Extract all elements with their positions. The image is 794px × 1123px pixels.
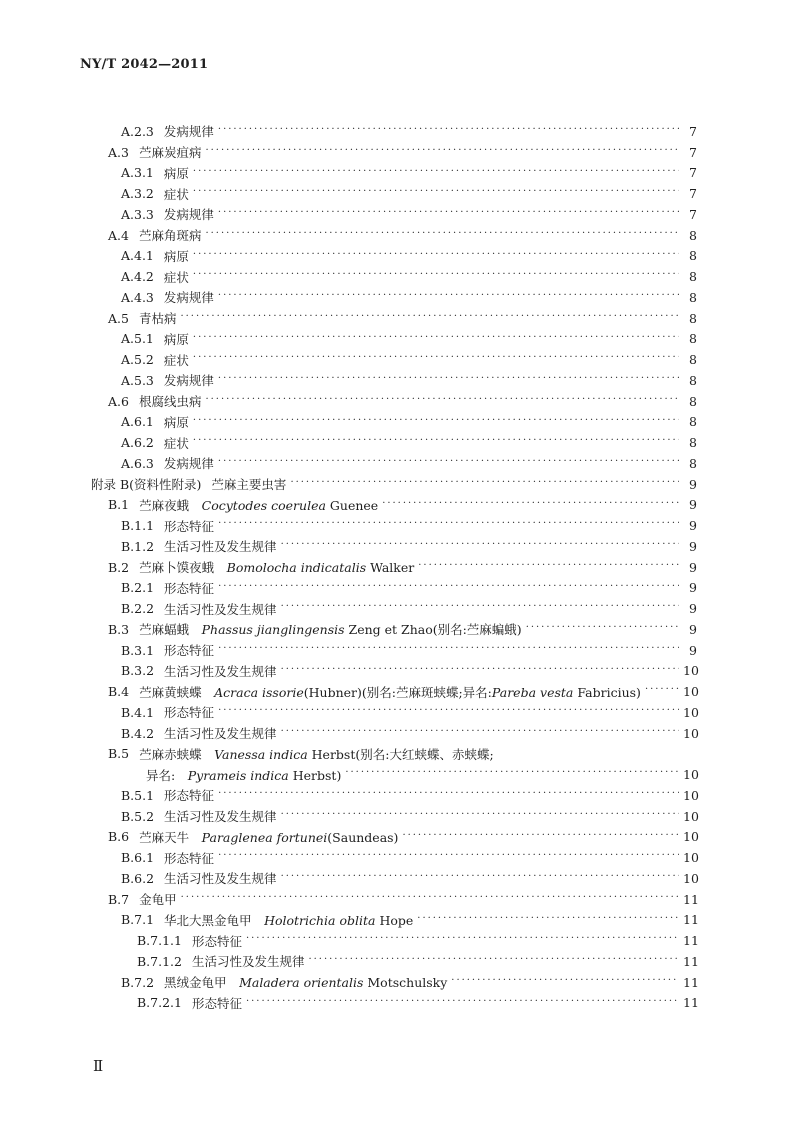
toc-entry-number: B.1.1 xyxy=(121,518,155,534)
toc-entry[interactable] xyxy=(0,287,794,308)
toc-entry-page: 8 xyxy=(689,289,697,305)
toc-entry-title-text: 苎麻主要虫害 xyxy=(211,477,287,493)
toc-entry-title xyxy=(139,392,202,410)
toc-entry[interactable] xyxy=(0,910,794,931)
toc-entry-page: 8 xyxy=(689,414,697,430)
toc-entry[interactable] xyxy=(0,598,794,619)
toc-entry-title-text: 发病规律 xyxy=(163,124,214,140)
toc-entry-title-text: 发病规律 xyxy=(163,207,214,223)
toc-entry-number: B.7.1.1 xyxy=(137,933,182,949)
toc-entry-page: 10 xyxy=(683,829,699,845)
toc-entry-title-text: 苎麻卜馍夜蛾 xyxy=(139,560,215,576)
toc-entry-number: A.3.3 xyxy=(121,206,154,222)
toc-entry[interactable] xyxy=(0,972,794,993)
toc-leader-dots xyxy=(218,582,679,595)
toc-entry[interactable] xyxy=(0,578,794,599)
toc-entry-title-text: 生活习性及发生规律 xyxy=(164,809,277,825)
toc-entry[interactable] xyxy=(0,557,794,578)
toc-leader-dots xyxy=(218,789,679,802)
toc-entry-title-text: 苎麻赤蛱蝶 xyxy=(139,746,202,762)
toc-entry-number: B.6.2 xyxy=(121,870,155,886)
toc-entry[interactable] xyxy=(0,619,794,640)
toc-entry-title xyxy=(211,475,286,493)
toc-entry-page: 7 xyxy=(689,186,697,202)
toc-entry-page: 10 xyxy=(683,725,699,741)
toc-leader-dots xyxy=(246,934,679,947)
toc-entry-number: B.7.2.1 xyxy=(137,995,182,1011)
toc-entry-title xyxy=(164,600,277,618)
toc-entry-latin-name: Acraca issorie xyxy=(214,684,304,700)
toc-leader-dots xyxy=(205,229,679,242)
toc-entry-author-synonym: Fabricius) xyxy=(573,684,641,700)
toc-leader-dots xyxy=(281,602,679,615)
toc-leader-dots xyxy=(218,457,679,470)
toc-entry[interactable] xyxy=(0,266,794,287)
toc-leader-dots xyxy=(281,665,679,678)
toc-entry-number: A.4 xyxy=(108,227,129,243)
toc-entry-number: A.2.3 xyxy=(121,123,154,139)
toc-entry-number: B.5.2 xyxy=(121,808,155,824)
toc-entry-latin-name: Phassus jianglingensis xyxy=(201,622,345,638)
toc-entry-number: B.7.1 xyxy=(121,912,155,928)
toc-entry-title-text: 黑绒金龟甲 xyxy=(164,975,227,991)
toc-leader-dots xyxy=(281,810,679,823)
toc-entry-number: B.2.1 xyxy=(121,580,155,596)
toc-entry-title xyxy=(164,268,189,286)
toc-leader-dots xyxy=(193,167,679,180)
toc-entry-latin-name: Vanessa indica xyxy=(214,746,308,762)
toc-entry-title xyxy=(164,371,214,389)
toc-entry-page: 8 xyxy=(689,455,697,471)
toc-entry[interactable] xyxy=(0,723,794,744)
toc-entry-title-text: 症状 xyxy=(163,352,189,368)
toc-entry-title-text: 生活习性及发生规律 xyxy=(164,601,277,617)
toc-entry-number: B.6 xyxy=(108,829,130,845)
toc-leader-dots xyxy=(218,125,679,138)
toc-entry[interactable] xyxy=(0,681,794,702)
toc-entry-page: 9 xyxy=(689,621,697,637)
toc-entry-page: 11 xyxy=(683,974,699,990)
toc-leader-dots xyxy=(193,187,679,200)
toc-entry-title-text: 症状 xyxy=(163,269,189,285)
toc-leader-dots xyxy=(193,416,679,429)
toc-entry[interactable] xyxy=(0,993,794,1014)
toc-entry-title xyxy=(164,122,214,140)
toc-entry-page: 10 xyxy=(683,663,699,679)
toc-entry-title-text: 青枯病 xyxy=(138,311,177,327)
toc-entry[interactable] xyxy=(0,142,794,163)
toc-entry-number: A.5 xyxy=(108,310,129,326)
toc-entry-title xyxy=(164,185,189,203)
toc-entry[interactable] xyxy=(0,889,794,910)
toc-entry-page: 8 xyxy=(689,435,697,451)
toc-entry-number: B.4.1 xyxy=(121,704,155,720)
toc-entry[interactable] xyxy=(0,349,794,370)
toc-entry-title xyxy=(164,288,214,306)
toc-entry-number: B.2.2 xyxy=(121,601,155,617)
toc-entry-title xyxy=(164,786,214,804)
toc-entry[interactable] xyxy=(0,246,794,267)
toc-entry[interactable] xyxy=(0,412,794,433)
toc-entry-title xyxy=(164,641,214,659)
toc-entry[interactable] xyxy=(0,930,794,951)
toc-entry-title-text: 苎麻天牛 xyxy=(139,829,190,845)
toc-entry-title xyxy=(164,537,277,555)
toc-entry-number: B.4 xyxy=(108,684,130,700)
page-number: Ⅱ xyxy=(93,1057,104,1075)
toc-entry-number: B.1.2 xyxy=(121,538,155,554)
table-of-contents xyxy=(0,121,794,1013)
toc-leader-dots xyxy=(193,436,679,449)
toc-leader-dots xyxy=(181,893,679,906)
toc-entry[interactable] xyxy=(0,204,794,225)
toc-entry-title xyxy=(164,911,413,929)
toc-entry-title-text: 形态特征 xyxy=(191,933,242,949)
toc-entry-title-text: 发病规律 xyxy=(163,373,214,389)
toc-entry-number: A.4.2 xyxy=(121,269,154,285)
toc-leader-dots xyxy=(205,146,679,159)
toc-entry-number: A.3.1 xyxy=(121,165,154,181)
toc-entry-title xyxy=(164,703,214,721)
toc-entry-page: 8 xyxy=(689,352,697,368)
toc-entry-page: 9 xyxy=(689,642,697,658)
toc-entry[interactable] xyxy=(0,163,794,184)
toc-entry-title-text: 形态特征 xyxy=(164,580,215,596)
toc-leader-dots xyxy=(281,727,679,740)
toc-entry-page: 9 xyxy=(689,601,697,617)
toc-entry-latin-name: Maladera orientalis xyxy=(239,975,364,991)
toc-entry[interactable] xyxy=(0,847,794,868)
toc-entry-page: 7 xyxy=(689,165,697,181)
toc-entry-title-text: 形态特征 xyxy=(191,995,242,1011)
toc-entry-title xyxy=(139,620,522,638)
toc-entry-title-text: 苎麻黄蛱蝶 xyxy=(139,684,202,700)
toc-entry[interactable] xyxy=(0,391,794,412)
toc-entry-title xyxy=(192,932,242,950)
toc-entry-title xyxy=(164,579,214,597)
toc-leader-dots xyxy=(281,540,679,553)
toc-leader-dots xyxy=(218,208,679,221)
toc-entry-number: A.4.3 xyxy=(121,289,154,305)
toc-entry-title-text: 金龟甲 xyxy=(139,892,177,908)
toc-entry-title-text: 苎麻炭疽病 xyxy=(138,145,202,161)
toc-entry-author: Zeng et Zhao(别名:苎麻蝙蛾) xyxy=(344,622,522,638)
toc-entry-number: A.3.2 xyxy=(121,186,154,202)
toc-leader-dots xyxy=(193,353,679,366)
toc-entry-page: 7 xyxy=(689,206,697,222)
toc-entry-page: 8 xyxy=(689,269,697,285)
toc-entry-number: B.3 xyxy=(108,621,130,637)
toc-entry-page: 10 xyxy=(683,787,699,803)
toc-entry-title xyxy=(164,849,214,867)
toc-entry-number: B.1 xyxy=(108,497,130,513)
toc-entry-title-text: 病原 xyxy=(163,331,189,347)
toc-entry-latin-name: Cocytodes coerulea xyxy=(201,497,326,513)
toc-entry-title-text: 异名: xyxy=(146,767,176,783)
toc-entry-title xyxy=(192,952,305,970)
toc-entry[interactable] xyxy=(0,806,794,827)
toc-entry-page: 10 xyxy=(683,870,699,886)
toc-entry-page: 7 xyxy=(689,123,697,139)
toc-leader-dots xyxy=(218,644,679,657)
toc-entry-title-text: 发病规律 xyxy=(163,290,214,306)
toc-entry-title-text: 形态特征 xyxy=(164,705,215,721)
toc-entry-title xyxy=(164,330,189,348)
toc-entry-page: 9 xyxy=(689,497,697,513)
toc-entry-title xyxy=(139,890,177,908)
toc-entry-number: B.2 xyxy=(108,559,130,575)
toc-entry-title xyxy=(139,309,177,327)
toc-entry-number: A.6.2 xyxy=(121,435,154,451)
toc-leader-dots xyxy=(382,499,679,512)
toc-leader-dots xyxy=(180,312,679,325)
toc-entry-page: 8 xyxy=(689,393,697,409)
toc-leader-dots xyxy=(418,561,679,574)
toc-entry[interactable] xyxy=(0,495,794,516)
toc-leader-dots xyxy=(193,270,679,283)
toc-leader-dots xyxy=(308,955,679,968)
toc-entry-title xyxy=(164,454,214,472)
toc-entry-number: A.4.1 xyxy=(121,248,154,264)
toc-entry[interactable] xyxy=(0,702,794,723)
toc-leader-dots xyxy=(205,395,679,408)
toc-entry[interactable] xyxy=(0,453,794,474)
toc-entry-author: (Hubner)(别名:苎麻斑蛱蝶;异名: xyxy=(303,684,492,700)
toc-entry-page: 9 xyxy=(689,538,697,554)
toc-entry-number: A.5.1 xyxy=(121,331,154,347)
toc-entry-title xyxy=(139,683,641,701)
toc-entry-page: 8 xyxy=(689,331,697,347)
standard-code: NY/T 2042—2011 xyxy=(80,57,209,72)
toc-entry-title xyxy=(139,558,414,576)
toc-entry-title xyxy=(164,869,277,887)
toc-entry-page: 11 xyxy=(683,953,699,969)
toc-entry-number: A.6.3 xyxy=(121,455,154,471)
toc-entry-page: 9 xyxy=(689,580,697,596)
toc-entry-title xyxy=(164,724,277,742)
toc-entry-number: B.3.1 xyxy=(121,642,155,658)
toc-leader-dots xyxy=(193,333,679,346)
toc-entry-page: 9 xyxy=(689,476,697,492)
toc-entry-title-text: 生活习性及发生规律 xyxy=(164,726,277,742)
toc-entry-page: 8 xyxy=(689,310,697,326)
toc-entry[interactable] xyxy=(0,744,794,765)
toc-entry-title xyxy=(164,413,189,431)
toc-leader-dots xyxy=(218,851,679,864)
toc-entry-number: B.3.2 xyxy=(121,663,155,679)
toc-leader-dots xyxy=(218,374,679,387)
toc-entry-title-text: 形态特征 xyxy=(164,643,215,659)
toc-entry-title-text: 形态特征 xyxy=(164,788,215,804)
toc-entry-number: A.6 xyxy=(108,393,129,409)
toc-entry-title-text: 生活习性及发生规律 xyxy=(164,871,277,887)
toc-leader-dots xyxy=(246,997,679,1010)
toc-entry-title xyxy=(164,205,214,223)
toc-entry-author: Motschulsky xyxy=(363,975,448,991)
toc-entry-latin-name: Bomolocha indicatalis xyxy=(226,560,367,576)
toc-entry-latin-name: Pyrameis indica xyxy=(187,767,289,783)
toc-entry-page: 10 xyxy=(683,767,699,783)
toc-entry-title-text: 病原 xyxy=(163,165,189,181)
toc-entry[interactable] xyxy=(0,640,794,661)
toc-entry-page: 11 xyxy=(683,912,699,928)
toc-entry[interactable] xyxy=(0,515,794,536)
toc-leader-dots xyxy=(281,872,679,885)
toc-entry-title-text: 苎麻角斑病 xyxy=(138,228,202,244)
toc-entry-number: B.4.2 xyxy=(121,725,155,741)
toc-leader-dots xyxy=(193,250,679,263)
toc-entry-title-text: 病原 xyxy=(163,248,189,264)
toc-entry-latin-name: Paraglenea fortunei xyxy=(201,829,328,845)
toc-entry-number: B.5.1 xyxy=(121,787,155,803)
toc-entry-latin-synonym: Pareba vesta xyxy=(491,684,574,700)
toc-entry-page: 10 xyxy=(683,684,699,700)
toc-entry-author: Herbst) xyxy=(288,767,342,783)
toc-entry-title-text: 症状 xyxy=(163,186,189,202)
toc-leader-dots xyxy=(451,976,679,989)
toc-entry[interactable] xyxy=(0,329,794,350)
toc-entry-page: 10 xyxy=(683,850,699,866)
toc-entry-author: Hope xyxy=(375,912,414,928)
toc-entry-title xyxy=(164,517,214,535)
toc-entry-page: 10 xyxy=(683,704,699,720)
toc-leader-dots xyxy=(218,519,679,532)
toc-entry-title xyxy=(139,828,398,846)
toc-entry-number: 附录 B(资料性附录) xyxy=(91,477,202,493)
toc-entry-title-text: 苎麻蝠蛾 xyxy=(139,622,190,638)
toc-leader-dots xyxy=(218,706,679,719)
toc-entry[interactable] xyxy=(0,868,794,889)
toc-entry-page: 8 xyxy=(689,248,697,264)
toc-entry-title xyxy=(164,351,189,369)
toc-entry-page: 8 xyxy=(689,372,697,388)
toc-entry-title-text: 病原 xyxy=(163,414,189,430)
toc-entry-number: B.7.2 xyxy=(121,974,155,990)
toc-entry[interactable] xyxy=(0,536,794,557)
toc-entry-author: Herbst(别名:大红蛱蝶、赤蛱蝶; xyxy=(307,746,494,762)
toc-entry-number: A.6.1 xyxy=(121,414,154,430)
toc-entry[interactable] xyxy=(0,432,794,453)
toc-entry[interactable] xyxy=(0,661,794,682)
toc-entry[interactable] xyxy=(0,951,794,972)
toc-entry[interactable] xyxy=(0,764,794,785)
toc-entry-title-text: 华北大黑金龟甲 xyxy=(164,912,252,928)
toc-entry-title xyxy=(139,745,494,763)
toc-entry[interactable] xyxy=(0,225,794,246)
toc-entry-page: 8 xyxy=(689,227,697,243)
toc-entry-title xyxy=(146,766,341,784)
toc-entry-page: 9 xyxy=(689,559,697,575)
toc-entry-title-text: 发病规律 xyxy=(163,456,214,472)
toc-entry-number: B.7 xyxy=(108,891,130,907)
toc-entry-title-text: 生活习性及发生规律 xyxy=(191,954,305,970)
toc-entry[interactable] xyxy=(0,183,794,204)
toc-entry-title-text: 根腐线虫病 xyxy=(138,394,202,410)
toc-entry-latin-name: Holotrichia oblita xyxy=(264,912,376,928)
toc-leader-dots xyxy=(417,914,679,927)
toc-entry-title xyxy=(139,226,202,244)
toc-entry-number: A.5.3 xyxy=(121,372,154,388)
toc-entry-page: 9 xyxy=(689,518,697,534)
toc-leader-dots xyxy=(290,478,679,491)
toc-entry-author: Walker xyxy=(366,560,415,576)
toc-entry-number: B.5 xyxy=(108,746,130,762)
toc-entry-title xyxy=(164,247,189,265)
toc-entry-page: 7 xyxy=(689,144,697,160)
toc-entry-author: (Saundeas) xyxy=(327,829,399,845)
toc-entry-number: A.3 xyxy=(108,144,129,160)
toc-entry[interactable] xyxy=(0,474,794,495)
toc-entry[interactable] xyxy=(0,827,794,848)
toc-leader-dots xyxy=(218,291,679,304)
toc-entry[interactable] xyxy=(0,785,794,806)
toc-entry-title-text: 症状 xyxy=(163,435,189,451)
toc-entry[interactable] xyxy=(0,370,794,391)
toc-entry-title xyxy=(164,973,447,991)
toc-entry-number: A.5.2 xyxy=(121,352,154,368)
toc-leader-dots xyxy=(645,685,679,698)
toc-entry-page: 11 xyxy=(683,995,699,1011)
toc-entry-title xyxy=(164,662,277,680)
toc-entry-title xyxy=(164,164,189,182)
toc-entry-author: Guenee xyxy=(325,497,379,513)
toc-entry-title-text: 苎麻夜蛾 xyxy=(139,497,190,513)
toc-entry-title-text: 生活习性及发生规律 xyxy=(164,663,277,679)
toc-entry-title xyxy=(139,143,202,161)
toc-entry-title xyxy=(164,434,189,452)
toc-entry-page: 11 xyxy=(683,891,699,907)
toc-leader-dots xyxy=(526,623,679,636)
toc-entry[interactable] xyxy=(0,308,794,329)
toc-entry-page: 10 xyxy=(683,808,699,824)
toc-entry-title xyxy=(164,807,277,825)
toc-entry-title xyxy=(192,994,242,1012)
toc-entry-number: B.6.1 xyxy=(121,850,155,866)
toc-entry-title-text: 形态特征 xyxy=(164,850,215,866)
toc-leader-dots xyxy=(345,768,679,781)
toc-entry-page: 11 xyxy=(683,933,699,949)
toc-leader-dots xyxy=(402,831,679,844)
toc-entry-title-text: 生活习性及发生规律 xyxy=(164,539,277,555)
toc-entry-number: B.7.1.2 xyxy=(137,953,182,969)
toc-entry-title-text: 形态特征 xyxy=(164,518,215,534)
toc-entry-title xyxy=(139,496,378,514)
toc-entry[interactable] xyxy=(0,121,794,142)
